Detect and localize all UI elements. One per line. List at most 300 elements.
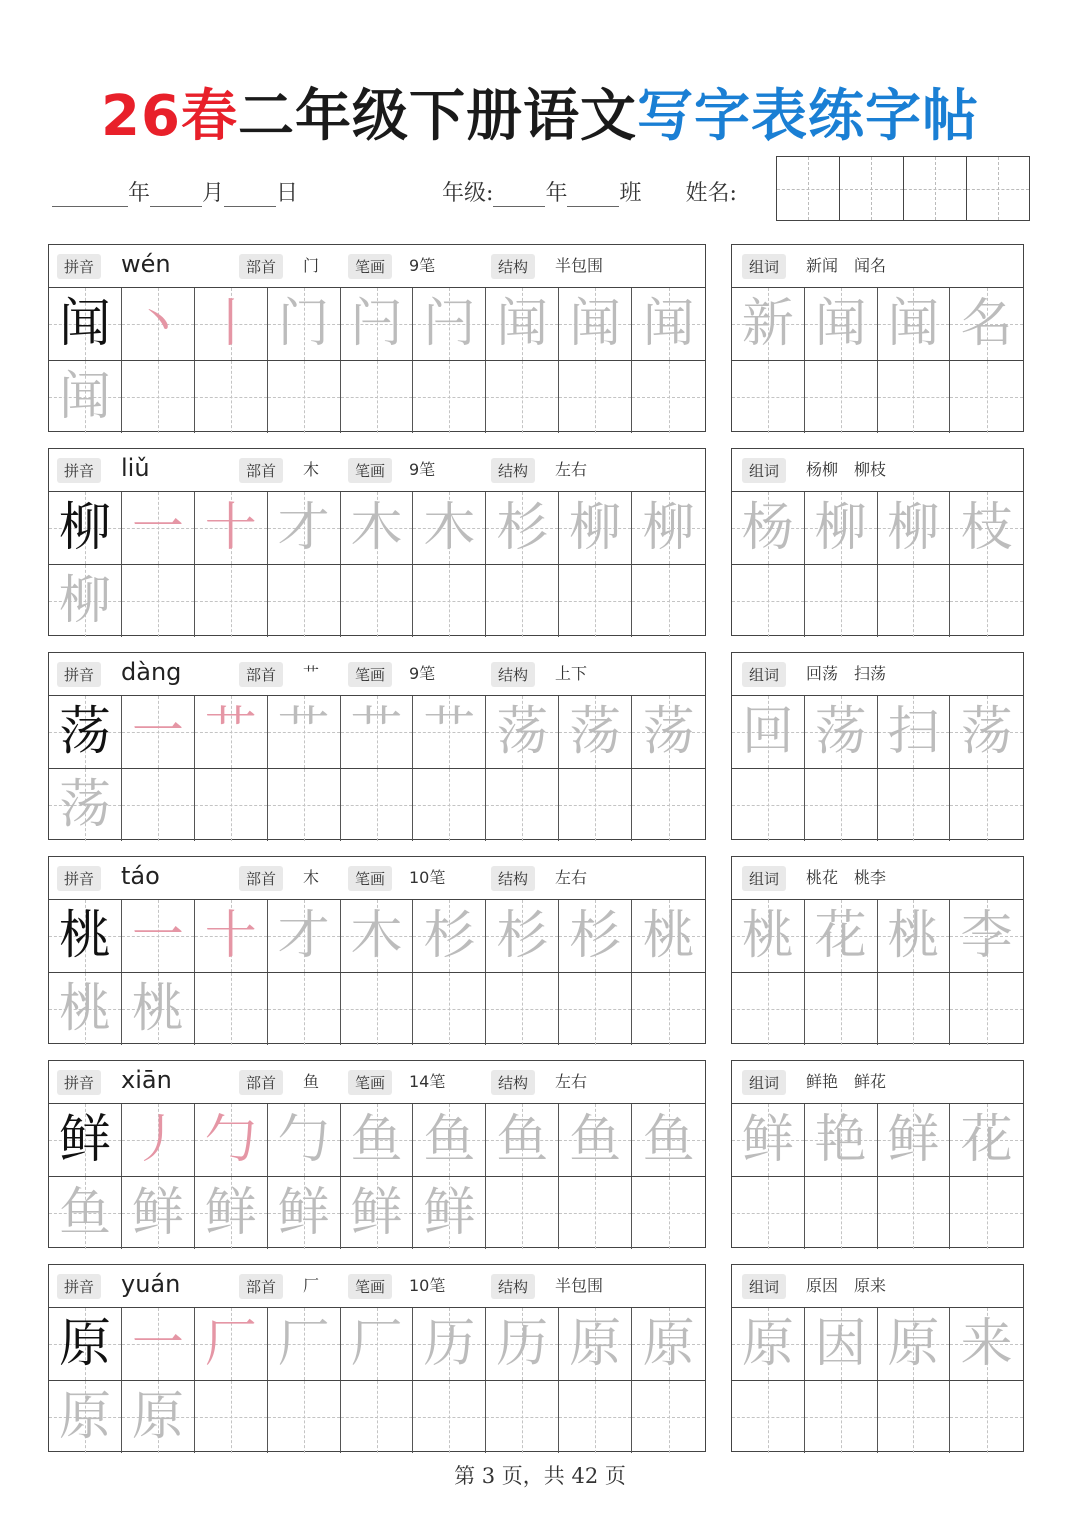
stroke-order-row [49, 1104, 705, 1176]
radical-tag: 部首 [239, 662, 283, 687]
stroke-step-cell [632, 288, 705, 360]
word-char-cell [732, 288, 805, 360]
month-label: 月 [202, 181, 225, 206]
char-block-1 [48, 448, 706, 636]
stroke-step-cell [341, 492, 414, 564]
char-block-2 [48, 652, 706, 840]
practice-cell[interactable] [341, 1381, 414, 1453]
words-practice-row [732, 768, 1023, 841]
structure-value: 上下 [555, 664, 588, 683]
strokes-value: 10笔 [409, 868, 446, 887]
word-char-cell [732, 1104, 805, 1176]
stroke-step: 柳 [569, 498, 622, 558]
practice-cell[interactable] [122, 565, 195, 637]
word-char: 花 [960, 1110, 1013, 1170]
stroke-step: 杉 [423, 906, 476, 966]
practice-cell[interactable] [195, 769, 268, 841]
word-char: 名 [960, 294, 1013, 354]
stroke-order-row [49, 288, 705, 360]
word-char-cell [950, 1308, 1023, 1380]
model-char-cell [49, 492, 122, 564]
practice-cell[interactable] [341, 769, 414, 841]
words-value: 桃花 桃李 [806, 868, 887, 887]
practice-cell[interactable] [559, 1177, 632, 1249]
word-char: 桃 [741, 906, 794, 966]
practice-cell[interactable] [268, 1177, 341, 1249]
practice-cell[interactable] [413, 361, 486, 433]
page-title [0, 72, 1080, 152]
pinyin-tag: 拼音 [57, 1070, 101, 1095]
practice-cell[interactable] [49, 769, 122, 841]
radical-tag: 部首 [239, 254, 283, 279]
words-trace-row [732, 1308, 1023, 1380]
pinyin-tag: 拼音 [57, 254, 101, 279]
stroke-step: 艹 [277, 702, 330, 762]
stroke-step: 荡 [496, 702, 549, 762]
radical-tag: 部首 [239, 1274, 283, 1299]
stroke-step-cell [268, 696, 341, 768]
stroke-step: 艹 [423, 702, 476, 762]
word-practice-cell[interactable] [805, 1177, 878, 1249]
radical-tag: 部首 [239, 1070, 283, 1095]
practice-row [49, 768, 705, 841]
word-char: 桃 [887, 906, 940, 966]
word-char: 闻 [887, 294, 940, 354]
practice-cell[interactable] [413, 1177, 486, 1249]
structure-tag: 结构 [491, 1274, 535, 1299]
stroke-step-cell [559, 1104, 632, 1176]
word-practice-cell[interactable] [732, 361, 805, 433]
practice-cell[interactable] [122, 973, 195, 1045]
word-char-cell [732, 696, 805, 768]
day-label: 日 [276, 181, 299, 206]
word-char-cell [732, 492, 805, 564]
name-cell[interactable] [904, 157, 967, 220]
day-blank[interactable] [224, 180, 276, 207]
stroke-step-cell [486, 696, 559, 768]
trace-char: 闻 [58, 367, 111, 427]
stroke-step-cell [559, 900, 632, 972]
stroke-step: 鱼 [350, 1110, 403, 1170]
grade-year-label: 年 [545, 181, 568, 206]
word-practice-cell[interactable] [950, 565, 1023, 637]
word-practice-cell[interactable] [805, 973, 878, 1045]
stroke-step-cell [632, 492, 705, 564]
model-char-cell [49, 288, 122, 360]
practice-cell[interactable] [413, 769, 486, 841]
practice-cell[interactable] [122, 1177, 195, 1249]
stroke-step: 一 [131, 498, 184, 558]
stroke-step: 鱼 [496, 1110, 549, 1170]
word-char-cell [805, 900, 878, 972]
practice-cell[interactable] [195, 1177, 268, 1249]
char-block-3 [48, 856, 706, 1044]
word-practice-cell[interactable] [732, 1381, 805, 1453]
strokes-value: 9笔 [409, 256, 436, 275]
strokes-value: 9笔 [409, 664, 436, 683]
stroke-step: 一 [131, 1314, 184, 1374]
trace-char: 柳 [58, 571, 111, 631]
month-blank[interactable] [150, 180, 202, 207]
practice-cell[interactable] [122, 361, 195, 433]
stroke-step-cell [341, 900, 414, 972]
char-header [49, 1265, 705, 1308]
page-footer: 第 3 页，共 42 页 [454, 1464, 626, 1488]
stroke-order-row [49, 1308, 705, 1380]
practice-cell[interactable] [486, 769, 559, 841]
stroke-step: 厂 [277, 1314, 330, 1374]
name-cell[interactable] [967, 157, 1029, 220]
word-char-cell [950, 492, 1023, 564]
words-practice-row [732, 1176, 1023, 1249]
words-practice-row [732, 564, 1023, 637]
strokes-tag: 笔画 [348, 662, 392, 687]
words-block-1 [731, 448, 1024, 636]
stroke-step: 杉 [496, 498, 549, 558]
word-practice-cell[interactable] [805, 1381, 878, 1453]
stroke-step: 艹 [350, 702, 403, 762]
words-block-5 [731, 1264, 1024, 1452]
stroke-step: 荡 [642, 702, 695, 762]
stroke-order-row [49, 900, 705, 972]
word-char-cell [805, 288, 878, 360]
words-header [732, 245, 1023, 288]
title-part-red: 26春 [101, 84, 238, 149]
class-label: 班 [619, 181, 642, 206]
radical-value: 木 [303, 868, 320, 887]
words-value: 回荡 扫荡 [806, 664, 887, 683]
practice-cell[interactable] [268, 973, 341, 1045]
grade-year-blank[interactable] [493, 180, 545, 207]
word-practice-cell[interactable] [878, 565, 951, 637]
stroke-step-cell [122, 900, 195, 972]
trace-char: 原 [131, 1387, 184, 1447]
stroke-step: 丶 [131, 294, 184, 354]
words-practice-row [732, 360, 1023, 433]
practice-cell[interactable] [195, 565, 268, 637]
practice-cell[interactable] [341, 361, 414, 433]
pinyin-tag: 拼音 [57, 1274, 101, 1299]
word-char-cell [805, 1308, 878, 1380]
stroke-step: 闩 [423, 294, 476, 354]
stroke-step-cell [632, 900, 705, 972]
stroke-step-cell [268, 288, 341, 360]
structure-value: 左右 [555, 1072, 588, 1091]
structure-tag: 结构 [491, 866, 535, 891]
word-char-cell [950, 288, 1023, 360]
stroke-step: 一 [131, 906, 184, 966]
trace-char: 鲜 [204, 1183, 257, 1243]
practice-cell[interactable] [559, 769, 632, 841]
trace-char: 鲜 [277, 1183, 330, 1243]
model-char: 柳 [58, 498, 111, 558]
practice-cell[interactable] [49, 1381, 122, 1453]
practice-cell[interactable] [486, 1381, 559, 1453]
practice-cell[interactable] [195, 361, 268, 433]
word-char-cell [950, 696, 1023, 768]
practice-cell[interactable] [49, 1177, 122, 1249]
stroke-step-cell [195, 1104, 268, 1176]
practice-cell[interactable] [559, 361, 632, 433]
stroke-step-cell [122, 1104, 195, 1176]
word-practice-cell[interactable] [878, 769, 951, 841]
stroke-step: 鱼 [569, 1110, 622, 1170]
practice-cell[interactable] [195, 973, 268, 1045]
stroke-step: 杉 [569, 906, 622, 966]
practice-cell[interactable] [341, 565, 414, 637]
words-trace-row [732, 900, 1023, 972]
practice-cell[interactable] [268, 1381, 341, 1453]
stroke-step-cell [486, 1308, 559, 1380]
word-char-cell [805, 696, 878, 768]
structure-tag: 结构 [491, 1070, 535, 1095]
stroke-step: 木 [423, 498, 476, 558]
structure-tag: 结构 [491, 254, 535, 279]
stroke-step-cell [632, 1308, 705, 1380]
stroke-step: 原 [569, 1314, 622, 1374]
words-tag: 组词 [742, 1070, 786, 1095]
words-practice-row [732, 972, 1023, 1045]
words-header [732, 1061, 1023, 1104]
word-practice-cell[interactable] [950, 361, 1023, 433]
word-char-cell [878, 1104, 951, 1176]
trace-char: 桃 [58, 979, 111, 1039]
practice-cell[interactable] [559, 973, 632, 1045]
radical-value: 木 [303, 460, 320, 479]
trace-char: 原 [58, 1387, 111, 1447]
stroke-step-cell [486, 492, 559, 564]
year-blank[interactable] [52, 180, 128, 207]
model-char: 鲜 [58, 1110, 111, 1170]
word-char: 杨 [741, 498, 794, 558]
name-cell[interactable] [777, 157, 840, 220]
practice-cell[interactable] [268, 361, 341, 433]
practice-cell[interactable] [486, 565, 559, 637]
stroke-step-cell [122, 1308, 195, 1380]
stroke-step-cell [413, 1308, 486, 1380]
stroke-step: 勹 [204, 1110, 257, 1170]
model-char: 原 [58, 1314, 111, 1374]
strokes-value: 10笔 [409, 1276, 446, 1295]
practice-cell[interactable] [341, 973, 414, 1045]
stroke-step-cell [341, 1104, 414, 1176]
words-tag: 组词 [742, 866, 786, 891]
practice-cell[interactable] [49, 361, 122, 433]
stroke-step: 厂 [204, 1314, 257, 1374]
model-char: 荡 [58, 702, 111, 762]
char-header [49, 245, 705, 288]
stroke-step-cell [195, 492, 268, 564]
char-header [49, 857, 705, 900]
stroke-step-cell [559, 288, 632, 360]
stroke-step: 原 [642, 1314, 695, 1374]
stroke-step-cell [195, 900, 268, 972]
stroke-step-cell [268, 1308, 341, 1380]
stroke-step: 历 [423, 1314, 476, 1374]
word-practice-cell[interactable] [950, 1177, 1023, 1249]
practice-cell[interactable] [413, 1381, 486, 1453]
stroke-step: 木 [350, 906, 403, 966]
practice-cell[interactable] [632, 769, 705, 841]
practice-cell[interactable] [632, 973, 705, 1045]
model-char-cell [49, 1308, 122, 1380]
radical-value: 艹 [303, 664, 320, 683]
practice-row [49, 972, 705, 1045]
char-block-0 [48, 244, 706, 432]
word-char: 来 [960, 1314, 1013, 1374]
practice-cell[interactable] [122, 1381, 195, 1453]
class-blank[interactable] [567, 180, 619, 207]
practice-cell[interactable] [486, 973, 559, 1045]
trace-char: 鱼 [58, 1183, 111, 1243]
structure-value: 半包围 [555, 256, 604, 275]
word-practice-cell[interactable] [732, 565, 805, 637]
word-practice-cell[interactable] [805, 565, 878, 637]
strokes-tag: 笔画 [348, 1274, 392, 1299]
word-practice-cell[interactable] [878, 1381, 951, 1453]
info-line [52, 176, 737, 212]
char-header [49, 1061, 705, 1104]
stroke-step-cell [632, 696, 705, 768]
practice-cell[interactable] [486, 1177, 559, 1249]
word-char-cell [805, 1104, 878, 1176]
name-box[interactable] [776, 156, 1030, 221]
words-tag: 组词 [742, 458, 786, 483]
word-practice-cell[interactable] [732, 973, 805, 1045]
word-char: 回 [741, 702, 794, 762]
practice-cell[interactable] [122, 769, 195, 841]
char-block-5 [48, 1264, 706, 1452]
stroke-step-cell [413, 492, 486, 564]
stroke-step: 鱼 [642, 1110, 695, 1170]
practice-cell[interactable] [413, 565, 486, 637]
pinyin-value: liǔ [121, 454, 150, 482]
practice-cell[interactable] [49, 565, 122, 637]
stroke-step-cell [413, 900, 486, 972]
words-tag: 组词 [742, 254, 786, 279]
pinyin-tag: 拼音 [57, 662, 101, 687]
words-trace-row [732, 1104, 1023, 1176]
word-char-cell [878, 1308, 951, 1380]
name-cell[interactable] [840, 157, 903, 220]
pinyin-value: wén [121, 250, 171, 278]
word-practice-cell[interactable] [950, 769, 1023, 841]
word-practice-cell[interactable] [805, 769, 878, 841]
word-practice-cell[interactable] [732, 1177, 805, 1249]
word-practice-cell[interactable] [805, 361, 878, 433]
word-char: 李 [960, 906, 1013, 966]
stroke-order-row [49, 696, 705, 768]
word-char-cell [732, 1308, 805, 1380]
pinyin-value: yuán [121, 1270, 181, 1298]
char-block-4 [48, 1060, 706, 1248]
words-tag: 组词 [742, 1274, 786, 1299]
char-header [49, 449, 705, 492]
stroke-step: 桃 [642, 906, 695, 966]
practice-cell[interactable] [632, 1177, 705, 1249]
trace-char: 荡 [58, 775, 111, 835]
words-value: 鲜艳 鲜花 [806, 1072, 887, 1091]
word-char: 花 [814, 906, 867, 966]
structure-value: 左右 [555, 460, 588, 479]
practice-cell[interactable] [559, 565, 632, 637]
practice-cell[interactable] [632, 1381, 705, 1453]
practice-cell[interactable] [49, 973, 122, 1045]
model-char: 闻 [58, 294, 111, 354]
practice-row [49, 1380, 705, 1453]
practice-cell[interactable] [413, 973, 486, 1045]
practice-cell[interactable] [268, 565, 341, 637]
practice-cell[interactable] [195, 1381, 268, 1453]
word-char: 荡 [814, 702, 867, 762]
word-practice-cell[interactable] [878, 973, 951, 1045]
name-label: 姓名: [685, 181, 737, 206]
stroke-step-cell [486, 1104, 559, 1176]
words-trace-row [732, 288, 1023, 360]
word-practice-cell[interactable] [878, 361, 951, 433]
word-char-cell [878, 696, 951, 768]
stroke-step-cell [122, 492, 195, 564]
practice-cell[interactable] [486, 361, 559, 433]
stroke-step-cell [122, 696, 195, 768]
word-char-cell [878, 288, 951, 360]
title-part-black: 二年级下册语文 [237, 84, 637, 149]
stroke-step-cell [195, 1308, 268, 1380]
stroke-step: 才 [277, 906, 330, 966]
practice-cell[interactable] [632, 565, 705, 637]
strokes-tag: 笔画 [348, 866, 392, 891]
stroke-step: 一 [131, 702, 184, 762]
stroke-step: 闻 [642, 294, 695, 354]
stroke-step: 丨 [204, 294, 257, 354]
model-char-cell [49, 696, 122, 768]
word-char-cell [950, 900, 1023, 972]
year-label: 年 [128, 181, 151, 206]
practice-cell[interactable] [268, 769, 341, 841]
stroke-step-cell [195, 696, 268, 768]
words-tag: 组词 [742, 662, 786, 687]
stroke-step: 才 [277, 498, 330, 558]
practice-cell[interactable] [341, 1177, 414, 1249]
pinyin-tag: 拼音 [57, 866, 101, 891]
words-trace-row [732, 492, 1023, 564]
word-char: 原 [887, 1314, 940, 1374]
radical-tag: 部首 [239, 458, 283, 483]
words-block-0 [731, 244, 1024, 432]
strokes-tag: 笔画 [348, 1070, 392, 1095]
strokes-value: 9笔 [409, 460, 436, 479]
trace-char: 鲜 [423, 1183, 476, 1243]
word-char: 扫 [887, 702, 940, 762]
word-practice-cell[interactable] [878, 1177, 951, 1249]
word-char: 原 [741, 1314, 794, 1374]
stroke-step-cell [632, 1104, 705, 1176]
word-practice-cell[interactable] [732, 769, 805, 841]
model-char-cell [49, 1104, 122, 1176]
word-char-cell [732, 900, 805, 972]
word-practice-cell[interactable] [950, 1381, 1023, 1453]
practice-row [49, 360, 705, 433]
words-value: 新闻 闻名 [806, 256, 887, 275]
practice-cell[interactable] [559, 1381, 632, 1453]
radical-tag: 部首 [239, 866, 283, 891]
strokes-value: 14笔 [409, 1072, 446, 1091]
word-practice-cell[interactable] [950, 973, 1023, 1045]
trace-char: 鲜 [131, 1183, 184, 1243]
practice-cell[interactable] [632, 361, 705, 433]
word-char-cell [878, 900, 951, 972]
words-block-3 [731, 856, 1024, 1044]
